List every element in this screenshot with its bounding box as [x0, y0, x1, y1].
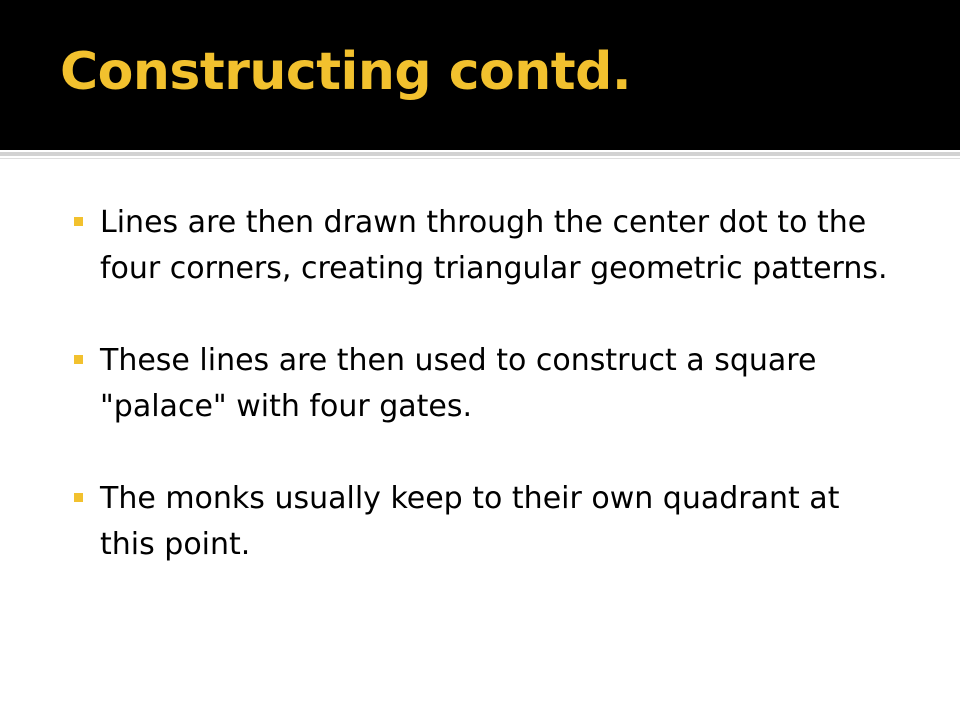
square-bullet-icon: [74, 217, 83, 226]
bullet-text: These lines are then used to construct a square "palace" with four gates.: [100, 343, 817, 424]
bullet-item: [74, 338, 894, 430]
bullet-item: [74, 200, 894, 292]
bullet-item: [74, 476, 894, 568]
bullet-text: Lines are then drawn through the center dot to the four corners, creating triangular geometric patterns.: [100, 205, 888, 286]
title-divider: [0, 152, 960, 156]
title-divider-thin: [0, 158, 960, 159]
square-bullet-icon: [74, 355, 83, 364]
bullet-list: [74, 200, 894, 568]
title-bar: [0, 0, 960, 150]
square-bullet-icon: [74, 493, 83, 502]
bullet-text: The monks usually keep to their own quadrant at this point.: [100, 481, 840, 562]
slide-title: Constructing contd.: [60, 42, 632, 102]
